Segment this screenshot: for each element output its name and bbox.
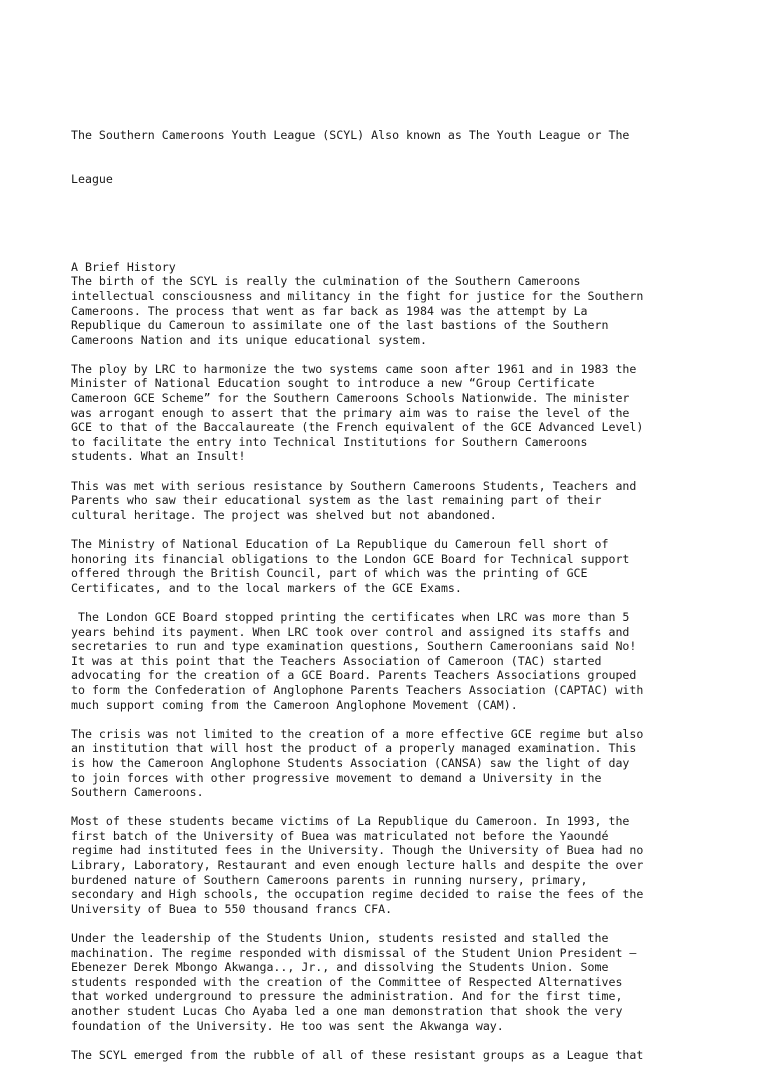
title-line: The Southern Cameroons Youth League (SCYL) Also known as The Youth League or The — [71, 128, 630, 143]
paragraph-line: Certificates, and to the local markers of the GCE Exams. — [71, 580, 462, 595]
paragraph-line: honoring its financial obligations to the London GCE Board for Technical support — [71, 551, 630, 566]
paragraph-line: much support coming from the Cameroon Anglophone Movement (CAM). — [71, 697, 518, 712]
paragraph-line: advocating for the creation of a GCE Board. Parents Teachers Associations grouped — [71, 668, 637, 683]
paragraph — [71, 727, 701, 800]
paragraph-line: Ebenezer Derek Mbongo Akwanga.., Jr., and dissolving the Students Union. Some — [71, 960, 609, 975]
paragraph — [71, 1048, 701, 1063]
paragraph-line: is how the Cameroon Anglophone Students Association (CANSA) saw the light of day — [71, 755, 630, 770]
document-body — [71, 260, 701, 1063]
paragraph — [71, 537, 701, 595]
document-title — [71, 99, 701, 216]
paragraph-line: GCE to that of the Baccalaureate (the French equivalent of the GCE Advanced Level) — [71, 420, 644, 435]
paragraph — [71, 814, 701, 916]
paragraph-line: offered through the British Council, part of which was the printing of GCE — [71, 566, 588, 581]
paragraph — [71, 479, 701, 523]
paragraph-line: The birth of the SCYL is really the culmination of the Southern Cameroons — [71, 274, 581, 289]
paragraph-line: Parents who saw their educational system as the last remaining part of their — [71, 493, 602, 508]
paragraph-line: to facilitate the entry into Technical Institutions for Southern Cameroons — [71, 434, 588, 449]
paragraph-line: to join forces with other progressive movement to demand a University in the — [71, 770, 602, 785]
paragraph-line: years behind its payment. When LRC took over control and assigned its staffs and — [71, 624, 630, 639]
paragraph-line: The SCYL emerged from the rubble of all of these resistant groups as a League that — [71, 1047, 644, 1062]
paragraph — [71, 610, 701, 712]
paragraph-line: Cameroon GCE Scheme” for the Southern Cameroons Schools Nationwide. The minister — [71, 391, 630, 406]
paragraph-line: to form the Confederation of Anglophone Parents Teachers Association (CAPTAC) with — [71, 682, 644, 697]
title-line: League — [71, 172, 113, 187]
paragraph-line: cultural heritage. The project was shelved but not abandoned. — [71, 507, 497, 522]
paragraph-line: This was met with serious resistance by Southern Cameroons Students, Teachers and — [71, 478, 637, 493]
paragraph-line: another student Lucas Cho Ayaba led a one man demonstration that shook the very — [71, 1004, 623, 1018]
paragraph-line: The Ministry of National Education of La Republique du Cameroun fell short of — [71, 537, 609, 551]
paragraph-line: Republique du Cameroun to assimilate one of the last bastions of the Southern — [71, 318, 609, 333]
paragraph-line: The London GCE Board stopped printing the certificates when LRC was more than 5 — [71, 609, 630, 624]
paragraph-line: students responded with the creation of the Committee of Respected Alternatives — [71, 974, 623, 989]
paragraph-line: Most of these students became victims of La Republique du Cameroon. In 1993, the — [71, 814, 630, 829]
paragraph-line: It was at this point that the Teachers Association of Cameroon (TAC) started — [71, 653, 602, 668]
paragraph-line: that worked underground to pressure the administration. And for the first time, — [71, 989, 623, 1004]
paragraph-line: The ploy by LRC to harmonize the two systems came soon after 1961 and in 1983 the — [71, 361, 637, 376]
paragraph — [71, 362, 701, 464]
paragraph-line: regime had instituted fees in the University. Though the University of Buea had no — [71, 843, 644, 858]
paragraph-line: foundation of the University. He too was sent the Akwanga way. — [71, 1018, 504, 1033]
paragraph-line: Cameroons. The process that went as far back as 1984 was the attempt by La — [71, 303, 588, 318]
paragraph-line: Under the leadership of the Students Union, students resisted and stalled the — [71, 931, 609, 946]
paragraph — [71, 931, 701, 1033]
paragraph-line: University of Buea to 550 thousand francs CFA. — [71, 901, 393, 916]
paragraph-line: first batch of the University of Buea was matriculated not before the Yaoundé — [71, 828, 609, 843]
paragraph-line: The crisis was not limited to the creation of a more effective GCE regime but also — [71, 726, 644, 741]
paragraph-line: intellectual consciousness and militancy in the fight for justice for the Southern — [71, 288, 644, 303]
paragraph-line: Southern Cameroons. — [71, 785, 204, 800]
paragraph-line: burdened nature of Southern Cameroons parents in running nursery, primary, — [71, 872, 588, 887]
paragraph-line: secretaries to run and type examination questions, Southern Cameroonians said No! — [71, 639, 637, 654]
paragraph-line: Cameroons Nation and its unique educational system. — [71, 332, 427, 347]
paragraph — [71, 260, 701, 348]
paragraph-line: machination. The regime responded with dismissal of the Student Union President – — [71, 945, 637, 960]
paragraph-line: was arrogant enough to assert that the primary aim was to raise the level of the — [71, 405, 630, 420]
paragraph-line: an institution that will host the product of a properly managed examination. This — [71, 741, 637, 756]
paragraph-line: A Brief History — [71, 259, 176, 274]
paragraph-line: Minister of National Education sought to introduce a new “Group Certificate — [71, 376, 595, 391]
paragraph-line: secondary and High schools, the occupation regime decided to raise the fees of the — [71, 887, 644, 902]
document-page — [71, 70, 701, 1092]
paragraph-line: students. What an Insult! — [71, 449, 246, 464]
paragraph-line: Library, Laboratory, Restaurant and even enough lecture halls and despite the over — [71, 858, 644, 873]
